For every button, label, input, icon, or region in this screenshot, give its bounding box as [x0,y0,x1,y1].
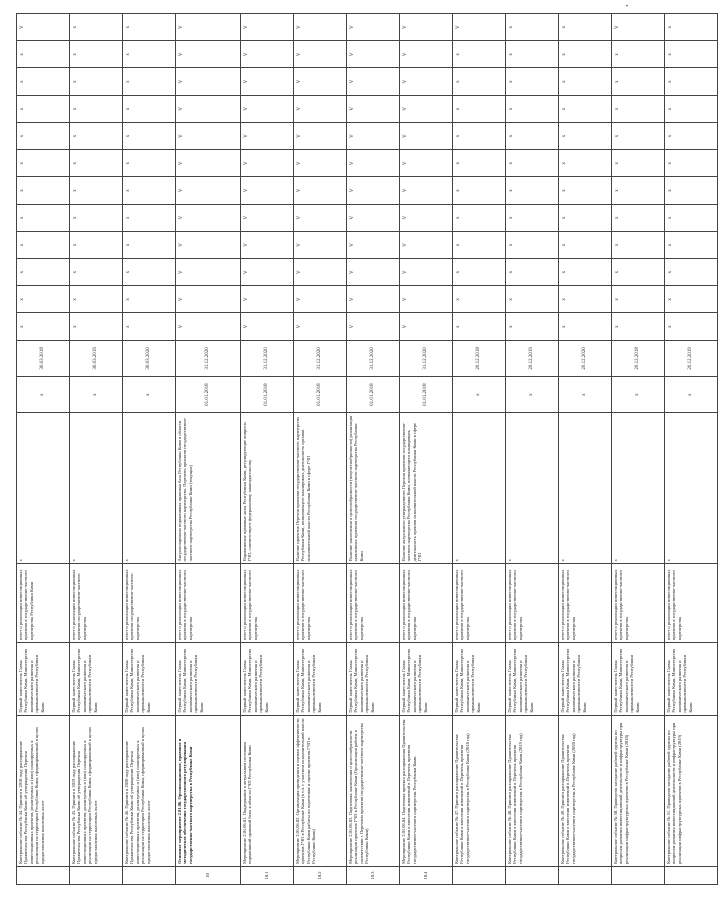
result-text: отчет о реализации инвестиционных проектов в государственно-частного партнерства [176,564,241,643]
mark-m5: x [506,204,559,231]
table-row [665,14,718,885]
table-row [559,14,612,885]
mark-m2: x [506,286,559,313]
result-text: отчет о реализации инвестиционных проектов государственно-частного партнерства [123,564,176,643]
event-text: Мероприятие 2.01.06.02. Организация проведения и оценки эффективности проектов ГЧП в Республике Коми (в т.ч. с участием исполнительной власти Республики Коми работы по подготовке и оценке проектов ГЧП в Республике Коми) [294,715,347,866]
mark-m3: V [347,259,400,286]
mark-m12: V [294,14,347,41]
end-date: 20.12.2020 [559,340,612,376]
mark-m3: V [176,259,241,286]
mark-m5: x [612,204,665,231]
expected-result-text: Нормативные правовые акты Республики Коми, регулирующие вопросы ГЧП, соответствуют федеральному законодательству [241,413,294,564]
mark-m9: x [70,95,123,122]
mark-m1: x [453,313,506,340]
start-date: 01.01.2018 [294,376,347,412]
mark-m9: x [506,95,559,122]
mark-m6: x [453,177,506,204]
mark-m10: x [559,68,612,95]
mark-m1: V [347,313,400,340]
mark-m9: x [559,95,612,122]
mark-m2: V [400,286,453,313]
mark-m11: x [17,41,70,68]
responsible-text: Первый заместитель Главы Республики Коми, Министерство экономического развития и промышленности Республики Коми [453,643,506,716]
row-number [70,866,123,884]
plan-table-body [17,14,718,885]
mark-m10: x [453,68,506,95]
result-text: отчет о реализации инвестиционных проектов в государственно-частного партнерства [241,564,294,643]
mark-m8: x [17,122,70,149]
result-text: отчет о реализации инвестиционных проектов в государственно-частного партнерства [453,564,506,643]
start-date: x [70,376,123,412]
mark-m7: x [665,150,718,177]
mark-m5: V [176,204,241,231]
mark-m7: x [506,150,559,177]
start-date: x [17,376,70,412]
start-date: 01.01.2018 [241,376,294,412]
mark-m1: V [241,313,294,340]
mark-m11: x [453,41,506,68]
mark-m2: x [665,286,718,313]
mark-m4: x [70,231,123,258]
mark-m6: x [17,177,70,204]
event-text: Основное мероприятие 2.01.06. Организационное, правовое и методическое обеспечение государственного регулирования государственно-частного партнерства в Республике Коми [176,715,241,866]
mark-m11: V [176,41,241,68]
mark-m7: V [347,150,400,177]
mark-m1: V [400,313,453,340]
result-text: отчет о реализации инвестиционных проектов в государственно-частного партнерства Республики Коми [17,564,70,643]
mark-m2: V [241,286,294,313]
mark-m1: x [612,313,665,340]
expected-result-text: x [612,413,665,564]
mark-m11: x [665,41,718,68]
result-text: отчет о реализации инвестиционных проектов в государственно-частного партнерства [612,564,665,643]
table-row [506,14,559,885]
plan-table [16,13,718,885]
mark-m6: x [123,177,176,204]
mark-m8: x [665,122,718,149]
end-date: 30.03.2020 [123,340,176,376]
mark-m12: V [241,14,294,41]
mark-m8: V [241,122,294,149]
mark-m11: x [506,41,559,68]
start-date: x [559,376,612,412]
mark-m10: x [17,68,70,95]
mark-m4: x [559,231,612,258]
page-corner-mark: • [625,4,628,10]
mark-m7: x [123,150,176,177]
responsible-text: Первый заместитель Главы Республики Коми, Министерство экономического развития и промышленности Республики Коми [241,643,294,716]
mark-m8: x [70,122,123,149]
mark-m3: V [294,259,347,286]
mark-m11: V [400,41,453,68]
table-row [400,14,453,885]
mark-m5: x [559,204,612,231]
start-date: x [612,376,665,412]
expected-result-text: x [506,413,559,564]
mark-m2: V [176,286,241,313]
mark-m12: V [400,14,453,41]
row-number: 10.4 [400,866,453,884]
table-row [294,14,347,885]
table-row [347,14,400,885]
mark-m10: V [241,68,294,95]
event-text: Мероприятие 2.01.06.04. Подготовка проекта распоряжения Правительства Республики Коми о внесении изменений в Перечень проектов государственно-частного партнерства Республики Коми [400,715,453,866]
row-number: 10.1 [241,866,294,884]
mark-m1: x [123,313,176,340]
responsible-text: Первый заместитель Главы Республики Коми, Министерство экономического развития и промышленности Республики Коми [70,643,123,716]
mark-m3: x [17,259,70,286]
mark-m2: x [17,286,70,313]
mark-m1: x [506,313,559,340]
mark-m7: x [70,150,123,177]
mark-m9: x [453,95,506,122]
responsible-text: Первый заместитель Главы Республики Коми, Министерство экономического развития и промышленности Республики Коми [17,643,70,716]
start-date: x [123,376,176,412]
event-text: Контрольное событие № 45. Принято в 2019 году распоряжение Правительства Республики Коми об утверждении Перечня инвестиционных проектов, реализуемых и (или) планируемых к реализации на территории Республики Коми, сформированный в целях предоставления налоговых льгот [70,715,123,866]
mark-m3: x [612,259,665,286]
expected-result-text: Наличие актуального утвержденного Перечня проектов государственно-частного партнерства Республики Коми, позволяющего планировать деятельность органов исполнительной власти Республики Коми в сфере ГЧП [400,413,453,564]
mark-m1: x [70,313,123,340]
mark-m2: x [70,286,123,313]
mark-m12: x [665,14,718,41]
mark-m9: x [123,95,176,122]
mark-m10: V [347,68,400,95]
event-text: Контрольное событие № 49. Принято распоряжение Правительства Республики Коми о внесении изменений в Перечень проектов государственно-частного партнерства в Республике Коми (2020 год) [559,715,612,866]
mark-m11: x [612,41,665,68]
mark-m2: V [294,286,347,313]
mark-m11: x [559,41,612,68]
mark-m8: x [612,122,665,149]
mark-m8: x [453,122,506,149]
end-date: 31.12.2020 [347,340,400,376]
mark-m3: x [665,259,718,286]
mark-m4: V [400,231,453,258]
mark-m1: x [17,313,70,340]
event-text: Контрольное событие № 47. Принято распоряжение Правительства Республики Коми о внесении изменений в Перечень проектов государственно-частного партнерства в Республике Коми (2018 год) [453,715,506,866]
start-date: 01.01.2018 [347,376,400,412]
mark-m8: V [176,122,241,149]
mark-m6: x [612,177,665,204]
mark-m7: V [294,150,347,177]
row-number [665,866,718,884]
mark-m2: x [559,286,612,313]
responsible-text: Первый заместитель Главы Республики Коми, Министерство экономического развития и промышленности Республики Коми [176,643,241,716]
mark-m4: x [506,231,559,258]
responsible-text: Первый заместитель Главы Республики Коми, Министерство экономического развития и промышленности Республики Коми [400,643,453,716]
result-text: отчет о реализации инвестиционных проектов в государственно-частного партнерства [665,564,718,643]
mark-m1: x [665,313,718,340]
mark-m8: x [123,122,176,149]
mark-m12: V [17,14,70,41]
table-row [612,14,665,885]
mark-m10: x [612,68,665,95]
mark-m6: x [506,177,559,204]
mark-m12: V [612,14,665,41]
mark-m5: x [17,204,70,231]
mark-m12: V [347,14,400,41]
row-number: 10.2 [294,866,347,884]
mark-m10: V [400,68,453,95]
mark-m5: V [400,204,453,231]
mark-m12: x [123,14,176,41]
mark-m9: V [176,95,241,122]
end-date: 20.12.2018 [612,340,665,376]
mark-m4: V [294,231,347,258]
mark-m4: x [665,231,718,258]
end-date: 31.12.2020 [176,340,241,376]
event-text: Контрольное событие № 50. Проведено заседание рабочей группы по вопросам развития инвестиционной деятельности и инфраструктуры при реализации инфраструктурных проектов в Республике Коми (2018) [612,715,665,866]
responsible-text: Первый заместитель Главы Республики Коми, Министерство экономического развития и промышленности Республики Коми [559,643,612,716]
mark-m8: x [559,122,612,149]
mark-m4: x [453,231,506,258]
mark-m10: x [123,68,176,95]
mark-m2: x [123,286,176,313]
end-date: 20.12.2019 [506,340,559,376]
mark-m9: V [241,95,294,122]
mark-m6: x [559,177,612,204]
mark-m3: x [559,259,612,286]
mark-m12: V [176,14,241,41]
row-number [506,866,559,884]
table-row [70,14,123,885]
table-row [123,14,176,885]
mark-m10: x [70,68,123,95]
mark-m10: V [294,68,347,95]
mark-m9: V [294,95,347,122]
mark-m3: x [453,259,506,286]
event-text: Контрольное событие № 46. Принято в 2020 году распоряжение Правительства Республики Коми об утверждении Перечня инвестиционных проектов, реализуемых и (или) планируемых к реализации на территории Республики Коми, сформированный в целях предоставления налоговых льгот [123,715,176,866]
start-date: x [506,376,559,412]
table-row [176,14,241,885]
mark-m3: V [241,259,294,286]
mark-m7: V [400,150,453,177]
responsible-text: Первый заместитель Главы Республики Коми, Министерство экономического развития и промышленности Республики Коми [347,643,400,716]
mark-m12: x [70,14,123,41]
mark-m6: x [665,177,718,204]
mark-m10: x [506,68,559,95]
mark-m11: V [294,41,347,68]
result-text: отчет о реализации инвестиционных проектов в государственно-частного партнерства [559,564,612,643]
mark-m6: V [400,177,453,204]
event-text: Контрольное событие № 48. Принято распоряжение Правительства Республики Коми о внесении изменений в Перечень проектов государственно-частного партнерства в Республике Коми (2019 год) [506,715,559,866]
start-date: x [665,376,718,412]
mark-m8: V [347,122,400,149]
end-date: 31.12.2020 [241,340,294,376]
end-date: 31.12.2020 [400,340,453,376]
mark-m6: V [176,177,241,204]
table-row [17,14,70,885]
expected-result-text: Наличие заключения о целесообразности (нецелесообразности) реализации заявленных проектов государственно-частного партнерства Республики Коми [347,413,400,564]
row-number: 10.3 [347,866,400,884]
row-number [612,866,665,884]
mark-m5: V [347,204,400,231]
mark-m3: V [400,259,453,286]
mark-m5: V [241,204,294,231]
row-number [123,866,176,884]
table-row [453,14,506,885]
mark-m7: V [176,150,241,177]
mark-m3: x [70,259,123,286]
expected-result-text: x [665,413,718,564]
mark-m6: x [70,177,123,204]
row-number [453,866,506,884]
mark-m6: V [294,177,347,204]
result-text: отчет о реализации инвестиционных проектов в государственно-частного партнерства [400,564,453,643]
result-text: отчет о реализации инвестиционных проектов в государственно-частного партнерства [506,564,559,643]
mark-m8: x [506,122,559,149]
end-date: 20.12.2019 [665,340,718,376]
mark-m3: x [506,259,559,286]
mark-m9: x [17,95,70,122]
mark-m5: V [294,204,347,231]
mark-m9: x [612,95,665,122]
expected-result-text: x [17,413,70,564]
mark-m4: x [17,231,70,258]
expected-result-text: Актуализирована нормативная правовая база Республики Коми в области государственно-частного партнерства. Переченъ проектов государственно-частного партнерства Республики Коми (текущие) [176,413,241,564]
result-text: отчет о реализации инвестиционных проектов в государственно-частного партнерства [294,564,347,643]
responsible-text: Первый заместитель Главы Республики Коми, Министерство экономического развития и промышленности Республики Коми [506,643,559,716]
expected-result-text: x [123,413,176,564]
mark-m8: V [400,122,453,149]
mark-m2: V [347,286,400,313]
mark-m1: V [176,313,241,340]
mark-m4: V [176,231,241,258]
mark-m7: x [453,150,506,177]
end-date: 30.03.2019 [70,340,123,376]
responsible-text: Первый заместитель Главы Республики Коми, Министерство экономического развития и промышленности Республики Коми [294,643,347,716]
row-number: 10 [176,866,241,884]
mark-m9: V [347,95,400,122]
end-date: 31.12.2020 [294,340,347,376]
mark-m11: V [241,41,294,68]
mark-m7: x [17,150,70,177]
mark-m10: V [176,68,241,95]
mark-m12: x [559,14,612,41]
mark-m7: x [559,150,612,177]
start-date: 01.01.2018 [400,376,453,412]
mark-m11: V [347,41,400,68]
result-text: отчет о реализации инвестиционных проектов в государственно-частного партнерства [347,564,400,643]
mark-m10: x [665,68,718,95]
mark-m5: x [665,204,718,231]
mark-m4: V [347,231,400,258]
mark-m3: x [123,259,176,286]
mark-m12: V [453,14,506,41]
event-text: Контрольное событие № 51. Проведено заседание рабочей группы по вопросам развития инвестиционной деятельности и инфраструктуры при реализации инфраструктурных проектов в Республике Коми (2019) [665,715,718,866]
table-row [241,14,294,885]
mark-m2: x [453,286,506,313]
end-date: 20.12.2018 [453,340,506,376]
mark-m12: x [506,14,559,41]
event-text: Контрольное событие № 44. Принято в 2018 году распоряжение Правительства Республики Коми об утверждении Перечня инвестиционных проектов, реализуемых и (или) планируемых к реализации на территории Республики Коми, сформированный в целях предоставления налоговых льгот [17,715,70,866]
mark-m7: V [241,150,294,177]
expected-result-text: Наличие проектов Перечня проектов государственно-частного партнерства Республики Коми, позволяющего планировать деятельность органов исполнительной власти Республики Коми в сфере ГЧП [294,413,347,564]
mark-m2: x [612,286,665,313]
end-date: 30.03.2018 [17,340,70,376]
expected-result-text: x [559,413,612,564]
row-number [17,866,70,884]
mark-m5: x [123,204,176,231]
start-date: 01.01.2018 [176,376,241,412]
mark-m7: x [612,150,665,177]
mark-m4: x [612,231,665,258]
mark-m11: x [70,41,123,68]
mark-m9: V [400,95,453,122]
mark-m8: V [294,122,347,149]
mark-m1: V [294,313,347,340]
event-text: Мероприятие 2.01.06.03. Подготовка заключения о целесообразности реализации проектов ГЧП в Республике Коми (Организация работы в соответствии с Перечнем проектов государственно-частного партнерства Республики Коми) [347,715,400,866]
mark-m5: x [70,204,123,231]
mark-m11: x [123,41,176,68]
expected-result-text: x [453,413,506,564]
row-number [559,866,612,884]
mark-m6: V [347,177,400,204]
expected-result-text: x [70,413,123,564]
mark-m5: x [453,204,506,231]
mark-m1: x [559,313,612,340]
mark-m9: x [665,95,718,122]
responsible-text: Первый заместитель Главы Республики Коми, Министерство экономического развития и промышленности Республики Коми [612,643,665,716]
event-text: Мероприятие 2.01.06.01. Поддержание в актуальном состоянии нормативной правовой базы в области ГЧП Республики Коми [241,715,294,866]
responsible-text: Первый заместитель Главы Республики Коми, Министерство экономического развития и промышленности Республики Коми [123,643,176,716]
result-text: отчет о реализации инвестиционных проектов государственно-частного партнерства [70,564,123,643]
start-date: x [453,376,506,412]
mark-m4: x [123,231,176,258]
mark-m6: V [241,177,294,204]
mark-m4: V [241,231,294,258]
responsible-text: Первый заместитель Главы Республики Коми, Министерство экономического развития и промышленности Республики Коми [665,643,718,716]
